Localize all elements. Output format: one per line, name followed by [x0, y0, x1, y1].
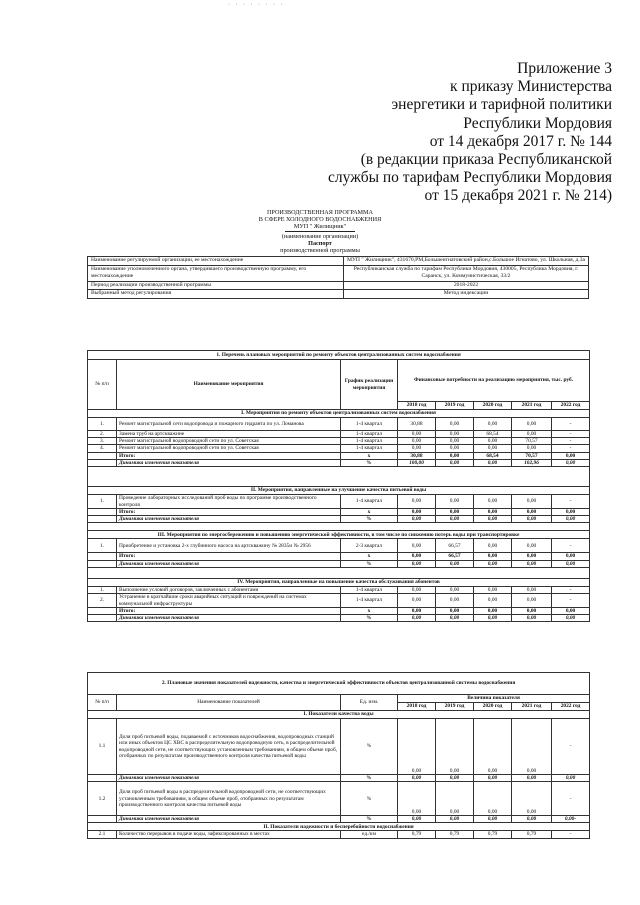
indicators-table — [87, 672, 590, 839]
row-name: Доля проб питьевой воды в распределительной водопроводной сети, не соответствующих установленным требованиям, в общем объеме проб, отобранных по результатам производственного контроля качества питьевой воды — [117, 782, 341, 816]
row-num: 1. — [88, 495, 117, 509]
row-value: - — [552, 594, 590, 608]
total-row — [88, 553, 590, 560]
dynamics-value: 0,00 — [436, 459, 474, 466]
row-value: 0,00 — [512, 594, 552, 608]
dynamics-value: 0,00 — [436, 816, 474, 823]
row-value: 0,79 — [474, 831, 512, 838]
row-value: - — [552, 495, 590, 509]
header-unit: Ед. изм. — [341, 695, 398, 711]
row-value: 0,00 — [474, 445, 512, 452]
dynamics-value: 0,00 — [512, 516, 552, 523]
row-num: 1. — [88, 586, 117, 593]
row-value: 0,00 — [474, 438, 512, 445]
year-header: 2018 год — [398, 402, 436, 410]
row-value: 0,00 — [512, 418, 552, 431]
total-unit: x — [341, 553, 398, 560]
row-value: 30,88 — [398, 418, 436, 431]
program-title: ПРОИЗВОДСТВЕННАЯ ПРОГРАММА — [266, 209, 374, 216]
row-value: 0,00 — [512, 495, 552, 509]
dynamics-value: 0,00 — [512, 615, 552, 622]
table-row — [88, 539, 590, 553]
row-value: 0,00 — [436, 445, 474, 452]
year-header: 2018 год — [398, 703, 436, 711]
dynamics-label: Динамика изменения показателя — [117, 615, 341, 622]
total-value: 0,00 — [436, 509, 474, 516]
passport-label: Наименование уполномоченного органа, утвердившего производственную программу, его местонахождение — [88, 265, 344, 281]
row-unit: ед./км — [341, 831, 398, 838]
row-num: 3. — [88, 438, 117, 445]
total-value: 0,00 — [398, 509, 436, 516]
row-value: 0,00 — [474, 539, 512, 553]
row-schedule: 1-4 квартал — [341, 586, 398, 593]
dynamics-value: 0,00 — [398, 775, 436, 782]
row-value: - — [552, 438, 590, 445]
header-values: Величина показателя — [398, 695, 590, 703]
total-value: 0,00 — [474, 553, 512, 560]
table-row — [88, 438, 590, 445]
total-label: Итого: — [117, 452, 341, 459]
row-value: 0,00 — [436, 418, 474, 431]
header-name: Наименование показателей — [117, 695, 341, 711]
dynamics-unit: % — [341, 560, 398, 567]
row-value: 0,00 — [398, 445, 436, 452]
row-value: 0,00 — [512, 445, 552, 452]
subsection-title: II. Показатели надежности и бесперебойности водоснабжения — [88, 823, 590, 831]
appendix-line: Республики Мордовия — [463, 114, 612, 132]
measures-table — [87, 350, 590, 622]
dynamics-row — [88, 516, 590, 523]
row-schedule: 1-4 квартал — [341, 495, 398, 509]
row-num: 1. — [88, 539, 117, 553]
row-schedule: 1-4 квартал — [341, 431, 398, 438]
row-value: 0,00 — [398, 782, 436, 816]
row-value: 0,00 — [398, 438, 436, 445]
dynamics-row — [88, 560, 590, 567]
total-value: 0,00 — [474, 608, 512, 615]
row-value: 0,00 — [474, 594, 512, 608]
row-value: 0,00 — [398, 594, 436, 608]
row-value: 0,00 — [398, 539, 436, 553]
year-header: 2020 год — [474, 402, 512, 410]
row-value: 0,79 — [398, 831, 436, 838]
dynamics-label: Динамика изменения показателя — [117, 516, 341, 523]
dynamics-value: 0,00 — [552, 775, 590, 782]
total-value: 70,57 — [512, 452, 552, 459]
row-name: Доля проб питьевой воды, подаваемой с источников водоснабжения, водопроводных станций или иных объектов ЦС ХВС в распределительную водопроводную сеть, в распределительной водопроводной сети, не соответствующих установленным требованиям, в общем объеме проб, отобранных по результатам производственного контроля качества питьевой воды — [117, 719, 341, 775]
subsection-title: I. Показатели качества воды — [88, 711, 590, 719]
total-label: Итого: — [117, 608, 341, 615]
passport-row — [88, 281, 589, 290]
total-unit: x — [341, 509, 398, 516]
program-subtitle: В СФЕРЕ ХОЛОДНОГО ВОДОСНАБЖЕНИЯ — [258, 216, 382, 224]
dynamics-row — [88, 816, 590, 823]
row-value: 0,00 — [512, 719, 552, 775]
dynamics-label: Динамика изменения показателя — [117, 560, 341, 567]
row-value: 0,00 — [474, 719, 512, 775]
table-row — [88, 445, 590, 452]
dynamics-unit: % — [341, 775, 398, 782]
row-value: 0,00 — [512, 586, 552, 593]
total-value: 66,57 — [436, 553, 474, 560]
group-title: III. Мероприятия по энергосбережению и повышению энергетической эффективности, в том числе по снижению потерь воды при транспортировке — [88, 531, 590, 539]
total-value: 30,88 — [398, 452, 436, 459]
row-value: - — [552, 586, 590, 593]
row-value: 0,00 — [436, 438, 474, 445]
row-value: - — [552, 431, 590, 438]
total-value: 0,00 — [398, 608, 436, 615]
total-value: 0,00 — [474, 509, 512, 516]
total-value: 0,00 — [512, 608, 552, 615]
dynamics-value: 0,00 — [398, 560, 436, 567]
total-row — [88, 608, 590, 615]
total-value: 0,00 — [552, 509, 590, 516]
total-value: 0,00 — [512, 553, 552, 560]
dynamics-value: 0,00 — [474, 816, 512, 823]
dynamics-value: 0,00 — [512, 816, 552, 823]
total-value: 0,00 — [436, 452, 474, 459]
row-value: 0,00 — [474, 782, 512, 816]
total-value: 0,00 — [552, 608, 590, 615]
total-value: 0,00 — [552, 553, 590, 560]
group-title: I. Мероприятия по ремонту объектов централизованных систем водоснабжения — [88, 410, 590, 418]
row-value: 0,00 — [436, 495, 474, 509]
passport-value: 2018-2022 — [344, 281, 589, 290]
row-value: 0,00 — [474, 495, 512, 509]
organization-caption: (наименование организации) — [281, 232, 359, 240]
row-value: - — [552, 539, 590, 553]
dynamics-value: 0,00 — [474, 459, 512, 466]
dynamics-label: Динамика изменения показателя — [117, 816, 341, 823]
year-header: 2019 год — [436, 703, 474, 711]
row-value: 0,00 — [512, 431, 552, 438]
row-schedule: 1-4 квартал — [341, 418, 398, 431]
year-header: 2022 год — [552, 703, 590, 711]
row-schedule: 1-4 квартал — [341, 438, 398, 445]
dynamics-value: 0,00 — [436, 615, 474, 622]
passport-row — [88, 265, 589, 281]
row-num: 2. — [88, 431, 117, 438]
appendix-line: к приказу Министерства — [450, 78, 612, 96]
header-name: Наименование мероприятия — [117, 360, 341, 410]
section-title: 2. Плановые значения показателей надежности, качества и энергетической эффективности объектов централизованной системы водоснабжения — [88, 673, 590, 695]
dynamics-value: 0,00- — [552, 816, 590, 823]
row-value: 0,00 — [436, 594, 474, 608]
dynamics-value: 100,00 — [398, 459, 436, 466]
passport-table — [87, 256, 589, 299]
row-value: 0,00 — [398, 719, 436, 775]
appendix-line: службы по тарифам Республики Мордовия — [328, 169, 612, 187]
table-row — [88, 782, 590, 816]
header-schedule: График реализации мероприятия — [341, 360, 398, 410]
row-schedule: 1-4 квартал — [341, 594, 398, 608]
row-unit: % — [341, 719, 398, 775]
row-name: Замена труб на артскважине — [117, 431, 341, 438]
row-value: 0,00 — [398, 586, 436, 593]
dynamics-label: Динамика изменения показателя — [117, 459, 341, 466]
total-row — [88, 509, 590, 516]
passport-value: МУП " Жилищник", 431670,РМ,Большеигнатовский район,с.Большое Игнатово, ул. Школьная, д.3а — [344, 257, 589, 266]
total-value: 68,54 — [474, 452, 512, 459]
row-num: 4. — [88, 445, 117, 452]
dynamics-value: 0,00 — [474, 560, 512, 567]
year-header: 2019 год — [436, 402, 474, 410]
row-name: Количество перерывов в подаче воды, зафиксированных в местах — [117, 831, 341, 838]
dynamics-value: 0,00 — [398, 615, 436, 622]
dynamics-value: 102,96 — [512, 459, 552, 466]
dynamics-value: 0,00 — [552, 615, 590, 622]
total-value: 0,00 — [398, 553, 436, 560]
organization-name: МУП " Жилищник" — [285, 223, 355, 231]
row-name: Ремонт магистральной водопроводной сети по ул. Советская — [117, 438, 341, 445]
dynamics-value: 0,00 — [474, 615, 512, 622]
row-num: 1. — [88, 418, 117, 431]
dynamics-value: 0,00 — [436, 560, 474, 567]
table-row — [88, 831, 590, 838]
total-label: Итого: — [117, 509, 341, 516]
appendix-line: от 15 декабря 2021 г. № 214) — [424, 187, 612, 205]
row-name: Проведение лабораторных исследований проб воды по программе производственного контроля — [117, 495, 341, 509]
row-value: - — [552, 831, 590, 838]
row-value: 0,00 — [398, 431, 436, 438]
passport-row — [88, 290, 589, 299]
table-row — [88, 431, 590, 438]
total-label: Итого: — [117, 553, 341, 560]
dynamics-label: Динамика изменения показателя — [117, 775, 341, 782]
total-unit: x — [341, 452, 398, 459]
row-name: Приобретение и установка 2-х глубинного насоса на артскважину № 2835и № 2956 — [117, 539, 341, 553]
table-row — [88, 594, 590, 608]
dynamics-row — [88, 615, 590, 622]
row-value: 0,79 — [512, 831, 552, 838]
dynamics-row — [88, 459, 590, 466]
row-value: - — [552, 418, 590, 431]
row-value: 0,00 — [436, 431, 474, 438]
row-value: - — [552, 782, 590, 816]
dynamics-value: 0,00 — [474, 775, 512, 782]
section-title: 1. Перечень плановых мероприятий по ремонту объектов централизованных систем водоснабжения — [88, 351, 590, 360]
dynamics-value: 0,00 — [552, 516, 590, 523]
passport-value: Метод индексации — [344, 290, 589, 299]
row-value: 0,00 — [436, 719, 474, 775]
dynamics-value: 0,00 — [512, 775, 552, 782]
row-value: 0,00 — [474, 586, 512, 593]
table-row — [88, 719, 590, 775]
dynamics-value: 0,00 — [474, 516, 512, 523]
passport-label: Выбранный метод регулирования — [88, 290, 344, 299]
passport-label: Период реализации производственной программы — [88, 281, 344, 290]
passport-value: Республиканская служба по тарифам Республики Мордовия, 430005, Республика Мордовия, г. Саранск, ул. Коммунистическая, 33/2 — [344, 265, 589, 281]
row-value: 68,54 — [474, 431, 512, 438]
dynamics-value: 0,00 — [436, 516, 474, 523]
dynamics-value: 0,00 — [512, 560, 552, 567]
row-value: 0,00 — [512, 782, 552, 816]
year-header: 2022 год — [552, 402, 590, 410]
table-row — [88, 418, 590, 431]
passport-label: Наименование регулируемой организации, ее местонахождение — [88, 257, 344, 266]
row-name: Ремонт магистральной водопроводной сети по ул. Советская — [117, 445, 341, 452]
year-header: 2020 год — [474, 703, 512, 711]
row-value: 0,00 — [474, 418, 512, 431]
row-name: Устранение в кратчайшие сроки аварийных ситуаций и повреждений на системах коммунальной инфраструктуры — [117, 594, 341, 608]
scan-top-mark: · · · · · · · · — [228, 2, 285, 8]
passport-row — [88, 257, 589, 266]
program-heading — [0, 209, 640, 254]
appendix-line: от 14 декабря 2017 г. № 144 — [429, 132, 612, 150]
total-value: 0,00 — [512, 509, 552, 516]
table-row — [88, 495, 590, 509]
dynamics-unit: % — [341, 615, 398, 622]
row-value: - — [552, 445, 590, 452]
row-unit: % — [341, 782, 398, 816]
table-row — [88, 586, 590, 593]
dynamics-unit: % — [341, 816, 398, 823]
row-value: 66,57 — [436, 539, 474, 553]
row-num: 1.2 — [88, 782, 117, 816]
row-value: 0,79 — [436, 831, 474, 838]
row-value: 0,00 — [436, 586, 474, 593]
total-unit: x — [341, 608, 398, 615]
dynamics-row — [88, 775, 590, 782]
dynamics-unit: % — [341, 516, 398, 523]
header-finance: Финансовые потребности на реализацию мероприятия, тыс. руб. — [398, 360, 590, 402]
appendix-line: Приложение 3 — [517, 60, 612, 77]
dynamics-value: 0,00 — [398, 516, 436, 523]
row-value: 0,00 — [512, 539, 552, 553]
row-num: 1.1 — [88, 719, 117, 775]
dynamics-value: 0,00 — [552, 560, 590, 567]
row-value: 0,00 — [436, 782, 474, 816]
year-header: 2021 год — [512, 402, 552, 410]
row-name: Ремонт магистральной сети водопровода и пожарного гидранта по ул. Ломанова — [117, 418, 341, 431]
appendix-line: (в редакции приказа Республиканской — [360, 151, 612, 169]
group-title: II. Мероприятия, направленные на улучшение качества питьевой воды — [88, 487, 590, 495]
total-row — [88, 452, 590, 459]
row-value: 70,57 — [512, 438, 552, 445]
row-value: 0,00 — [398, 495, 436, 509]
row-num: 2.1 — [88, 831, 117, 838]
dynamics-value: 0,00 — [552, 459, 590, 466]
row-value: - — [552, 719, 590, 775]
year-header: 2021 год — [512, 703, 552, 711]
row-name: Выполнение условий договоров, заключенных с абонентами — [117, 586, 341, 593]
appendix-header — [292, 60, 612, 206]
passport-subtitle: производственной программы — [280, 247, 360, 255]
appendix-line: энергетики и тарифной политики — [391, 96, 612, 114]
row-schedule: 2-3 квартал — [341, 539, 398, 553]
header-num: № п/п — [88, 695, 117, 711]
total-value: 0,00 — [436, 608, 474, 615]
row-schedule: 1-4 квартал — [341, 445, 398, 452]
group-title: IV. Мероприятия, направленные на повышение качества обслуживания абонентов — [88, 578, 590, 586]
dynamics-value: 0,00 — [398, 816, 436, 823]
dynamics-value: 0,00 — [436, 775, 474, 782]
header-num: № п/п — [88, 360, 117, 410]
dynamics-unit: % — [341, 459, 398, 466]
row-num: 2. — [88, 594, 117, 608]
total-value: 0,00 — [552, 452, 590, 459]
passport-title: Паспорт — [308, 239, 332, 247]
